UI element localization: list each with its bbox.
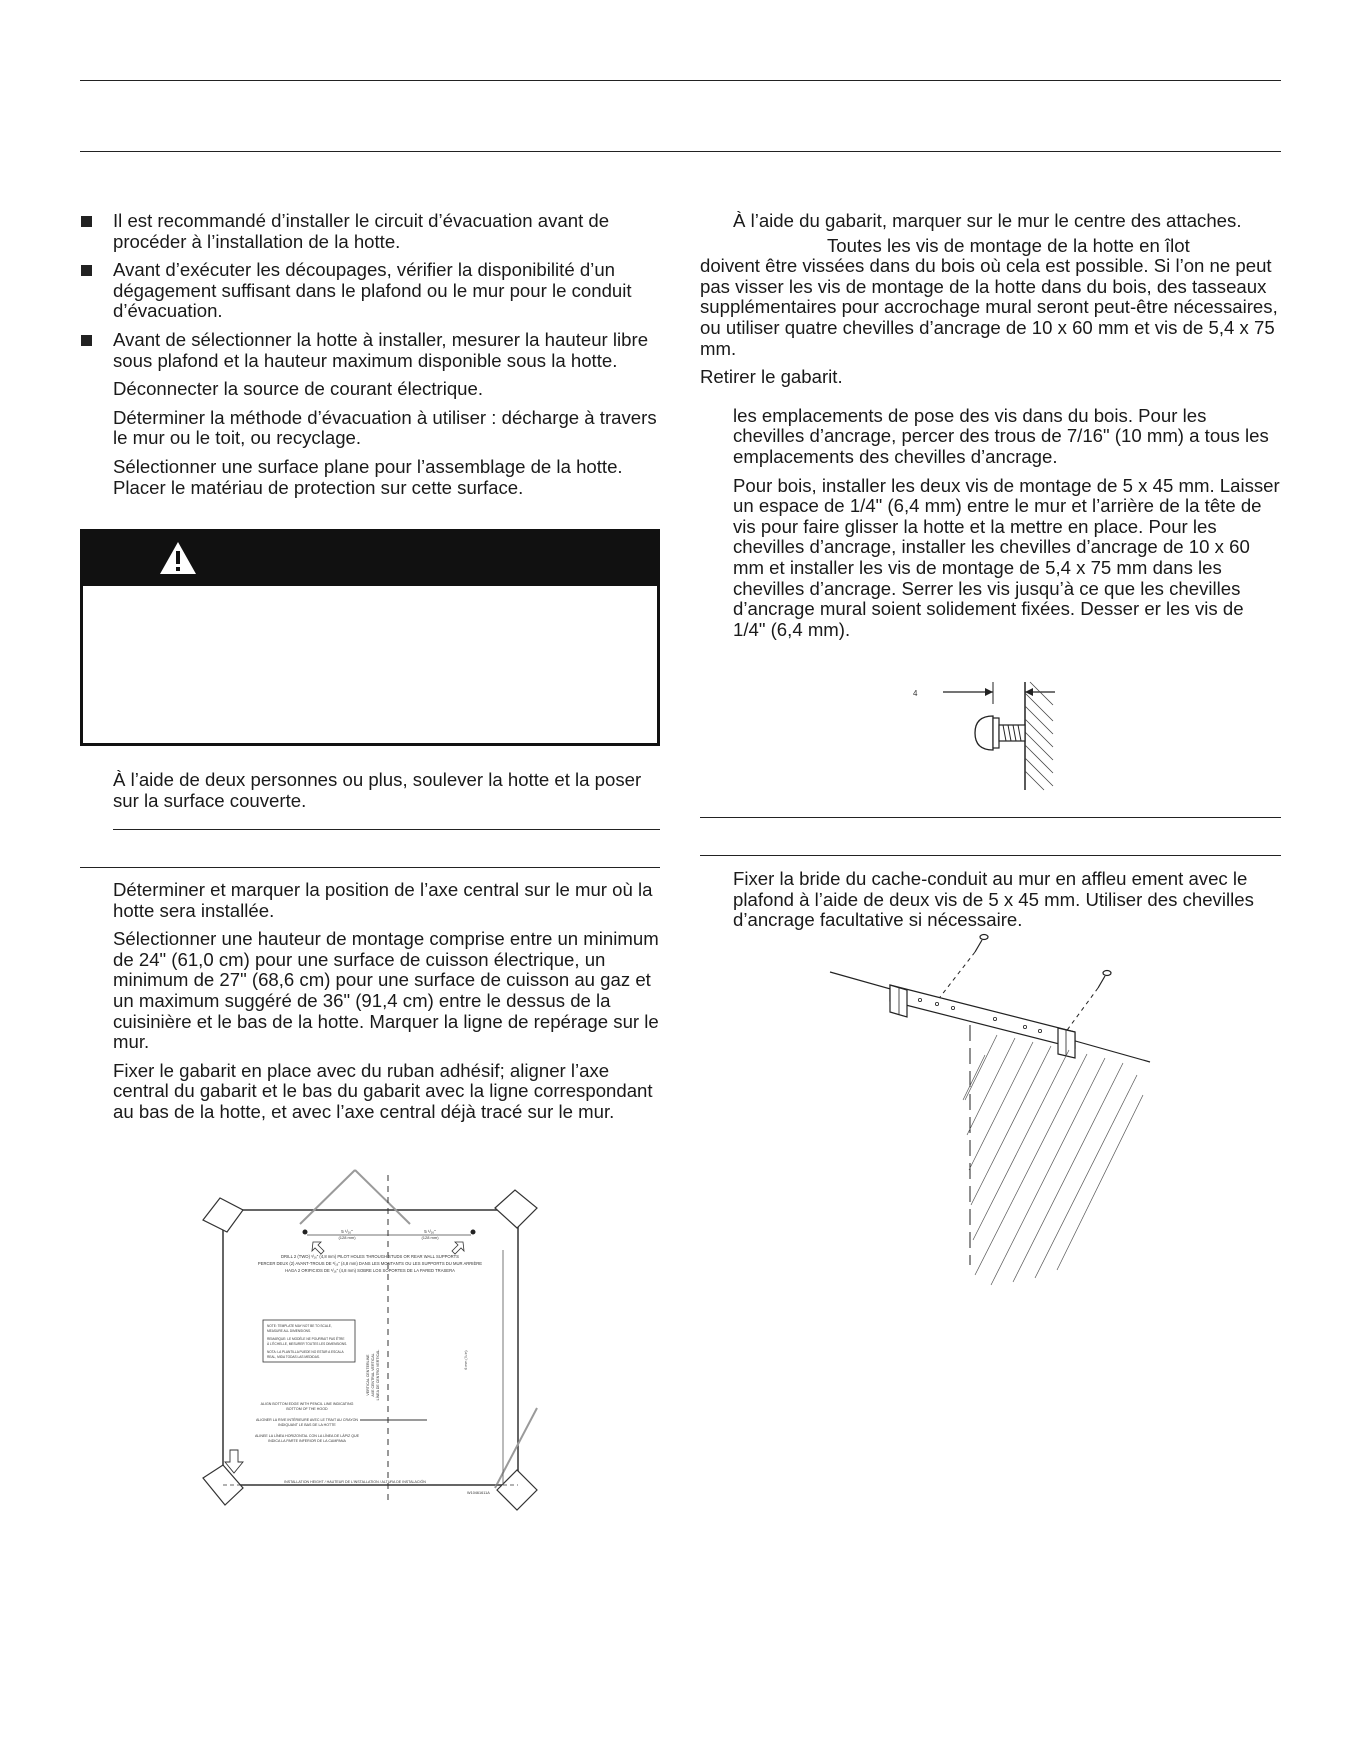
lift-step-block: [80, 770, 660, 819]
note-line: REMARQUE: LE MODÈLE NE POURRAIT PAS ÊTRE: [267, 1337, 345, 1341]
right-column: [700, 211, 1281, 648]
align-text-en: BOTTOM OF THE HOOD: [286, 1407, 328, 1411]
drill-text-es: HAGA 2 ORIFICIOS DE ³/₁₆" (4,8 mm) SOBRE LOS SOPORTES DE LA PARED TRASERA: [285, 1268, 455, 1273]
warning-box: [80, 529, 660, 746]
bullet-square-icon: [81, 265, 92, 276]
align-text-en: ALIGN BOTTOM EDGE WITH PENCIL LINE INDICATING: [260, 1402, 354, 1406]
note-line: NOTE: TEMPLATE MAY NOT BE TO SCALE,: [267, 1324, 332, 1328]
step-mount-height: Sélectionner une hauteur de montage comprise entre un minimum de 24" (61,0 cm) pour une surface de cuisson électrique, un minimum de 27" (68,6 cm) pour une surface de cuisson au gaz et un maximum suggéré de 36" (91,4 cm) entre le dessus de la cuisinière et le bas de la hotte. Marquer la ligne de repérage sur le mur.: [113, 928, 659, 1053]
bullet-text: Il est recommandé d’installer le circuit d’évacuation avant de procéder à l’installation de la hotte.: [113, 210, 610, 252]
drill-text-en: DRILL 2 (TWO) ³/₁₆" (4,8 mm) PILOT HOLES THROUGH STUDS OR REAR WALL SUPPORTS: [281, 1254, 459, 1259]
note-line: REAL, MIDA TODAS LAS MEDIDAS.: [267, 1355, 320, 1359]
screw-dimension-label: 4: [913, 689, 918, 698]
align-text-fr: ALIGNER LA RIVE INTÉRIEURE AVEC LE TRAIT AU CRAYON: [256, 1418, 358, 1422]
warning-header: [83, 532, 657, 586]
centerline-label: AXE CENTRAL VERTICAL: [371, 1353, 375, 1397]
align-text-es: INDICA LA PARTE INFERIOR DE LA CAMPANA: [268, 1439, 346, 1443]
left-column-lower: [80, 880, 660, 1131]
dim-left-mm-label: (128 mm): [338, 1235, 356, 1240]
bullet-item: [80, 211, 660, 252]
step-drill-holes: les emplacements de pose des vis dans du bois. Pour les chevilles d’ancrage, percer des trous de 7/16" (10 mm) a tous les emplacements des chevilles d’ancrage.: [733, 404, 1269, 467]
top-rule: [80, 80, 1281, 81]
note-line: À L'ÉCHELLE, MESURER TOUTES LES DIMENSIONS.: [267, 1342, 348, 1346]
align-text-es: ALINEE LA LÍNEA HORIZONTAL CON LA LÍNEA DE LÁPIZ QUE: [254, 1434, 360, 1438]
bullet-text: Avant de sélectionner la hotte à installer, mesurer la hauteur libre sous plafond et la hauteur maximum disponible sous la hotte.: [113, 328, 649, 371]
template-figure: [195, 1160, 545, 1530]
note-line: NOTA: LA PLANTILLA PUEDE NO ESTAR A ESCALA: [267, 1350, 344, 1354]
template-code: W10461611A: [467, 1491, 490, 1495]
step-bracket: Fixer la bride du cache-conduit au mur en affleu ement avec le plafond à l’aide de deux vis de 5 x 45 mm. Utiliser des chevilles d’ancrage facultative si nécessaire.: [733, 868, 1254, 931]
step-disconnect: Déconnecter la source de courant électrique.: [113, 378, 484, 400]
centerline-label: LÍNEA DE CENTRO VERTICAL: [376, 1349, 380, 1401]
step-install-screws: Pour bois, installer les deux vis de montage de 5 x 45 mm. Laisser un espace de 1/4" (6,4 mm) entre le mur et l’arrière de la tête de vis pour faire glisser la hotte et la mettre en place. Pour les chevilles d’ancrage, installer les chevilles d’ancrage de 10 x 60 mm et installer les vis de montage de 5,4 x 75 mm dans les chevilles d’ancrage. Serrer les vis jusqu’à ce que les chevilles d’ancrage mural soient solidement fixées. Desser er les vis de 1/4" (6,4 mm).: [733, 474, 1280, 640]
dim-right-label: 5 ¹/₁₆": [424, 1229, 436, 1234]
left-section-rule-2: [80, 867, 660, 868]
side-dim-label: 6 mm (⅞ in): [464, 1350, 468, 1370]
bullet-item: [80, 260, 660, 322]
bullet-square-icon: [81, 335, 92, 346]
header-rule: [80, 151, 1281, 152]
step-flat-surface: Sélectionner une surface plane pour l’assemblage de la hotte. Placer le matériau de protection sur cette surface.: [113, 455, 623, 498]
right-section-rule-2: [700, 855, 1281, 856]
wood-note-line1: Toutes les vis de montage de la hotte en îlot: [827, 234, 1190, 256]
align-text-fr: INDIQUANT LE BAS DE LA HOTTE: [278, 1423, 336, 1427]
step-vent-method: Déterminer la méthode d’évacuation à utiliser : décharge à travers le mur ou le toit, ou recyclage.: [113, 406, 657, 449]
right-section-rule-1: [700, 817, 1281, 818]
wood-note-body: doivent être vissées dans du bois où cela est possible. Si l’on ne peut pas visser les vis de montage de la hotte dans du bois, des tasseaux supplémentaires pour accrochage mural seront peut-être nécessaires, ou utiliser quatre chevilles d’ancrage de 10 x 60 mm et vis de 5,4 x 75 mm.: [700, 255, 1278, 359]
bullet-item: [80, 330, 660, 371]
bullet-text: Avant d’exécuter les découpages, vérifier la disponibilité d’un dégagement suffisant dans le plafond ou le mur pour le conduit d’évacuation.: [113, 259, 632, 322]
dim-left-label: 5 ¹/₁₆": [341, 1229, 353, 1234]
left-column: [80, 211, 660, 506]
step-remove-template: Retirer le gabarit.: [700, 366, 843, 388]
bracket-figure: [825, 930, 1155, 1300]
drill-text-fr: PERCER DEUX (2) AVANT-TROUS DE ³/₁₆" (4,8 mm) DANS LES MONTANTS OU LES SUPPORTS DU MUR ARRIÈRE: [257, 1261, 483, 1266]
wood-note: [700, 236, 1281, 360]
left-section-rule-1: [113, 829, 660, 830]
dim-right-mm-label: (128 mm): [421, 1235, 439, 1240]
note-line: MEASURE ALL DIMENSIONS.: [267, 1329, 311, 1333]
right-column-lower: [700, 869, 1281, 939]
warning-triangle-icon: [158, 540, 198, 576]
step-lift-hood: À l’aide de deux personnes ou plus, soulever la hotte et la poser sur la surface couverte.: [113, 769, 642, 811]
step-mark-centers: À l’aide du gabarit, marquer sur le mur le centre des attaches.: [733, 210, 1242, 231]
step-centerline: Déterminer et marquer la position de l’axe central sur le mur où la hotte sera installée.: [113, 879, 653, 921]
step-template: Fixer le gabarit en place avec du ruban adhésif; aligner l’axe central du gabarit et le bas du gabarit avec la ligne correspondant au bas de la hotte, et avec l’axe central déjà tracé sur le mur.: [113, 1059, 653, 1122]
centerline-label: VERTICAL CENTERLINE: [366, 1354, 370, 1396]
bullet-square-icon: [81, 216, 92, 227]
screw-figure: [905, 678, 1085, 793]
install-height-label: INSTALLATION HEIGHT / HAUTEUR DE L'INSTALLATION / ALTURA DE INSTALACIÓN: [284, 1480, 426, 1484]
